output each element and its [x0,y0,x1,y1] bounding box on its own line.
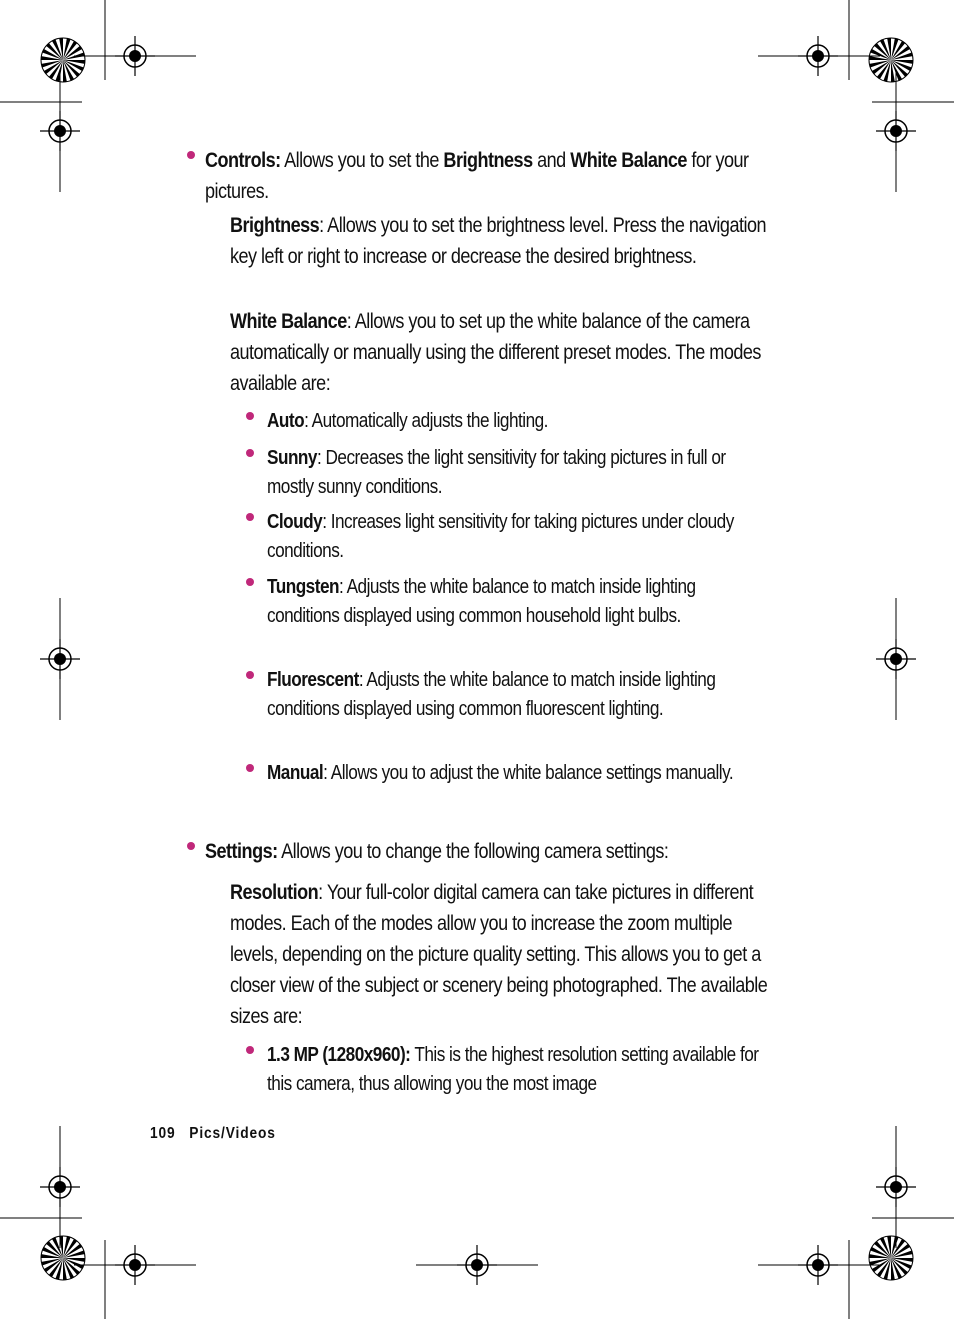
wb-mode-text: : Adjusts the white balance to match inside lighting conditions displayed using common fluorescent lighting. [267,669,716,720]
star-target-icon [869,1236,913,1280]
controls-white-balance: White Balance [570,149,687,172]
wb-mode-label: Auto [267,410,305,432]
settings-text: Allows you to change the following camera settings: [277,840,669,863]
brightness-text: : Allows you to set the brightness level. Press the navigation key left or right to increase or decrease the desired brightness. [230,214,767,268]
resolution-text: : Your full-color digital camera can take pictures in different modes. Each of the modes allow you to increase the zoom multiple levels, depending on the picture quality setting. This allows you to get a closer view of the subject or scenery being photographed. The available sizes are: [230,881,768,1028]
star-targets [41,38,913,1280]
settings-label: Settings: [205,840,278,863]
controls-text-3: for your pictures. [205,149,749,203]
controls-label: Controls: [205,149,281,172]
controls-text-1: Allows you to set the [280,149,444,172]
star-target-icon [869,38,913,82]
resolution-mode-label: 1.3 MP (1280x960): [267,1044,411,1066]
wb-mode-label: Fluorescent [267,669,359,691]
star-target-icon [41,38,85,82]
wb-mode-text: : Increases light sensitivity for taking pictures under cloudy conditions. [267,511,734,562]
white-balance-label: White Balance [230,310,347,333]
brightness-label: Brightness [230,214,320,237]
wb-mode-text: : Automatically adjusts the lighting. [304,410,548,432]
wb-mode-text: : Adjusts the white balance to match inside lighting conditions displayed using common household light bulbs. [267,576,696,627]
white-balance-text: : Allows you to set up the white balance of the camera automatically or manually using the different preset modes. The modes available are: [230,310,761,395]
section-name: Pics/Videos [189,1125,276,1142]
page-number: 109 [150,1125,176,1142]
wb-mode-label: Tungsten [267,576,339,598]
wb-mode-label: Manual [267,762,324,784]
controls-brightness: Brightness [443,149,533,172]
resolution-label: Resolution [230,881,319,904]
wb-mode-label: Cloudy [267,511,323,533]
controls-text-2: and [532,149,571,172]
registration-targets [40,36,916,1285]
star-target-icon [41,1236,85,1280]
wb-mode-label: Sunny [267,447,317,469]
resolution-mode-text: This is the highest resolution setting available for this camera, thus allowing you the most image [267,1044,759,1095]
wb-mode-text: : Allows you to adjust the white balance settings manually. [323,762,734,784]
wb-mode-text: : Decreases the light sensitivity for taking pictures in full or mostly sunny conditions. [267,447,726,498]
